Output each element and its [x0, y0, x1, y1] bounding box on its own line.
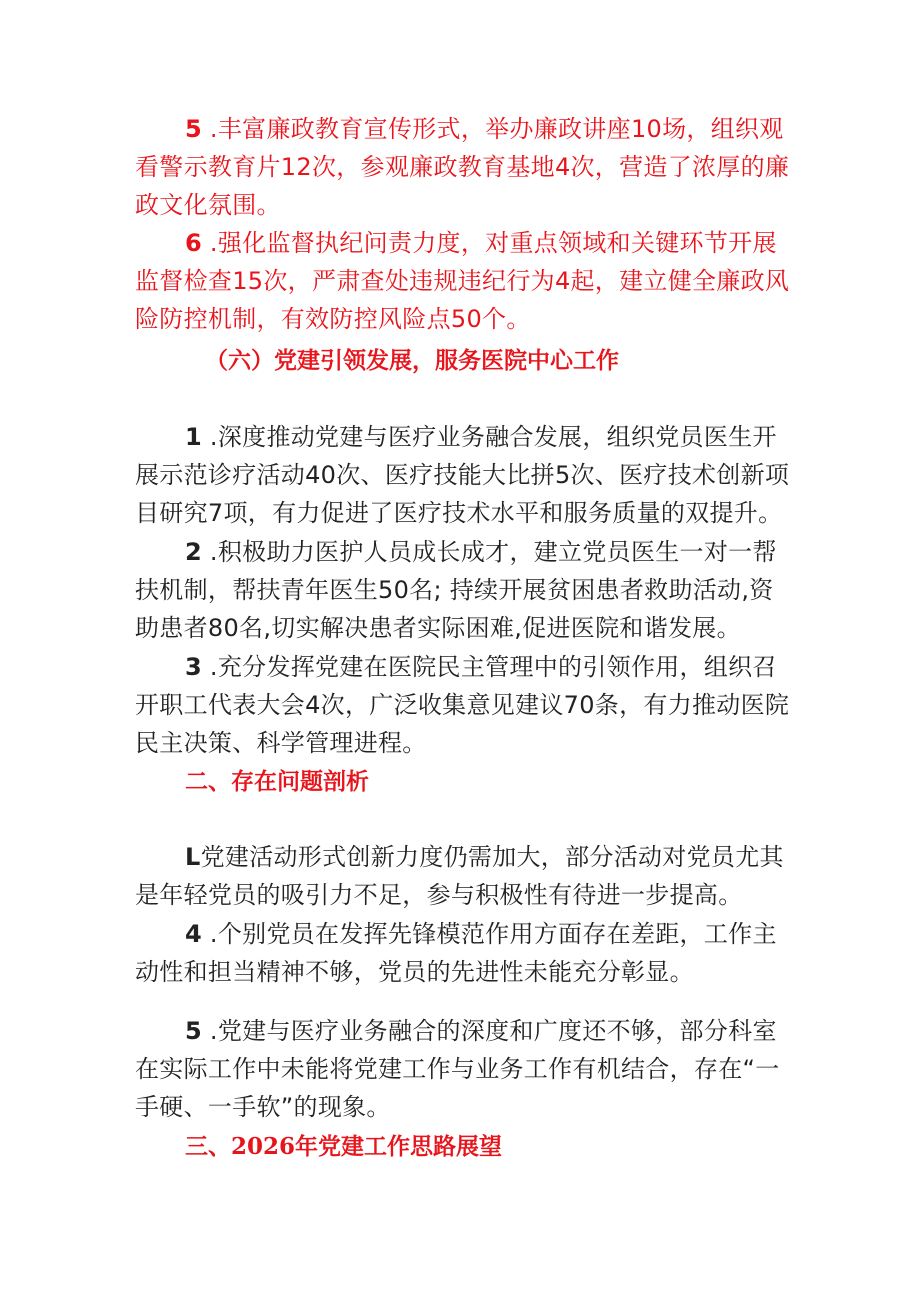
paragraph-issue-vanguard [135, 915, 790, 991]
section-heading-6: （六）党建引领发展，服务医院中心工作 [205, 348, 619, 374]
paragraph-democratic-management [135, 648, 790, 762]
paragraph-issue-activity [135, 838, 790, 914]
item-number: 4 [185, 920, 202, 948]
item-number: 1 [185, 423, 202, 451]
paragraph-issue-integration [135, 1012, 790, 1126]
paragraph-text: 党建活动形式创新力度仍需加大，部分活动对党员尤其是年轻党员的吸引力不足，参与积极性有待进一步提高。 [135, 843, 784, 909]
paragraph-text: .丰富廉政教育宣传形式，举办廉政讲座10场，组织观看警示教育片12次，参观廉政教育基地4次，营造了浓厚的廉政文化氛围。 [135, 115, 790, 219]
item-number: 2 [185, 538, 202, 566]
item-number: 5 [185, 115, 202, 143]
paragraph-integrity-education [135, 110, 790, 224]
heading-prefix: 三、 [185, 1134, 231, 1160]
heading-year: 2026 [231, 1133, 296, 1160]
item-number: 5 [185, 1017, 202, 1045]
paragraph-staff-growth [135, 533, 790, 647]
item-number: 3 [185, 653, 202, 681]
heading-suffix: 年党建工作思路展望 [295, 1134, 503, 1160]
paragraph-text: .党建与医疗业务融合的深度和广度还不够，部分科室在实际工作中未能将党建工作与业务工作有机结合，存在“一手硬、一手软”的现象。 [135, 1017, 780, 1121]
section-heading-3 [185, 1131, 502, 1163]
paragraph-integration [135, 418, 790, 532]
section-heading-2: 二、存在问题剖析 [185, 769, 369, 795]
paragraph-text: .个别党员在发挥先锋模范作用方面存在差距，工作主动性和担当精神不够，党员的先进性未能充分彰显。 [135, 920, 777, 986]
paragraph-text: .积极助力医护人员成长成才，建立党员医生一对一帮扶机制，帮扶青年医生50名; 持续开展贫困患者救助活动,资助患者80名,切实解决患者实际困难,促进医院和谐发展。 [135, 538, 777, 642]
paragraph-text: .强化监督执纪问责力度，对重点领域和关键环节开展监督检查15次，严肃查处违规违纪行为4起，建立健全廉政风险防控机制，有效防控风险点50个。 [135, 229, 790, 333]
paragraph-text: .充分发挥党建在医院民主管理中的引领作用，组织召开职工代表大会4次，广泛收集意见建议70条，有力推动医院民主决策、科学管理进程。 [135, 653, 790, 757]
paragraph-supervision [135, 224, 790, 338]
paragraph-text: .深度推动党建与医疗业务融合发展，组织党员医生开展示范诊疗活动40次、医疗技能大比拼5次、医疗技术创新项目研究7项，有力促进了医疗技术水平和服务质量的双提升。 [135, 423, 790, 527]
item-number: L [185, 843, 201, 871]
item-number: 6 [185, 229, 202, 257]
